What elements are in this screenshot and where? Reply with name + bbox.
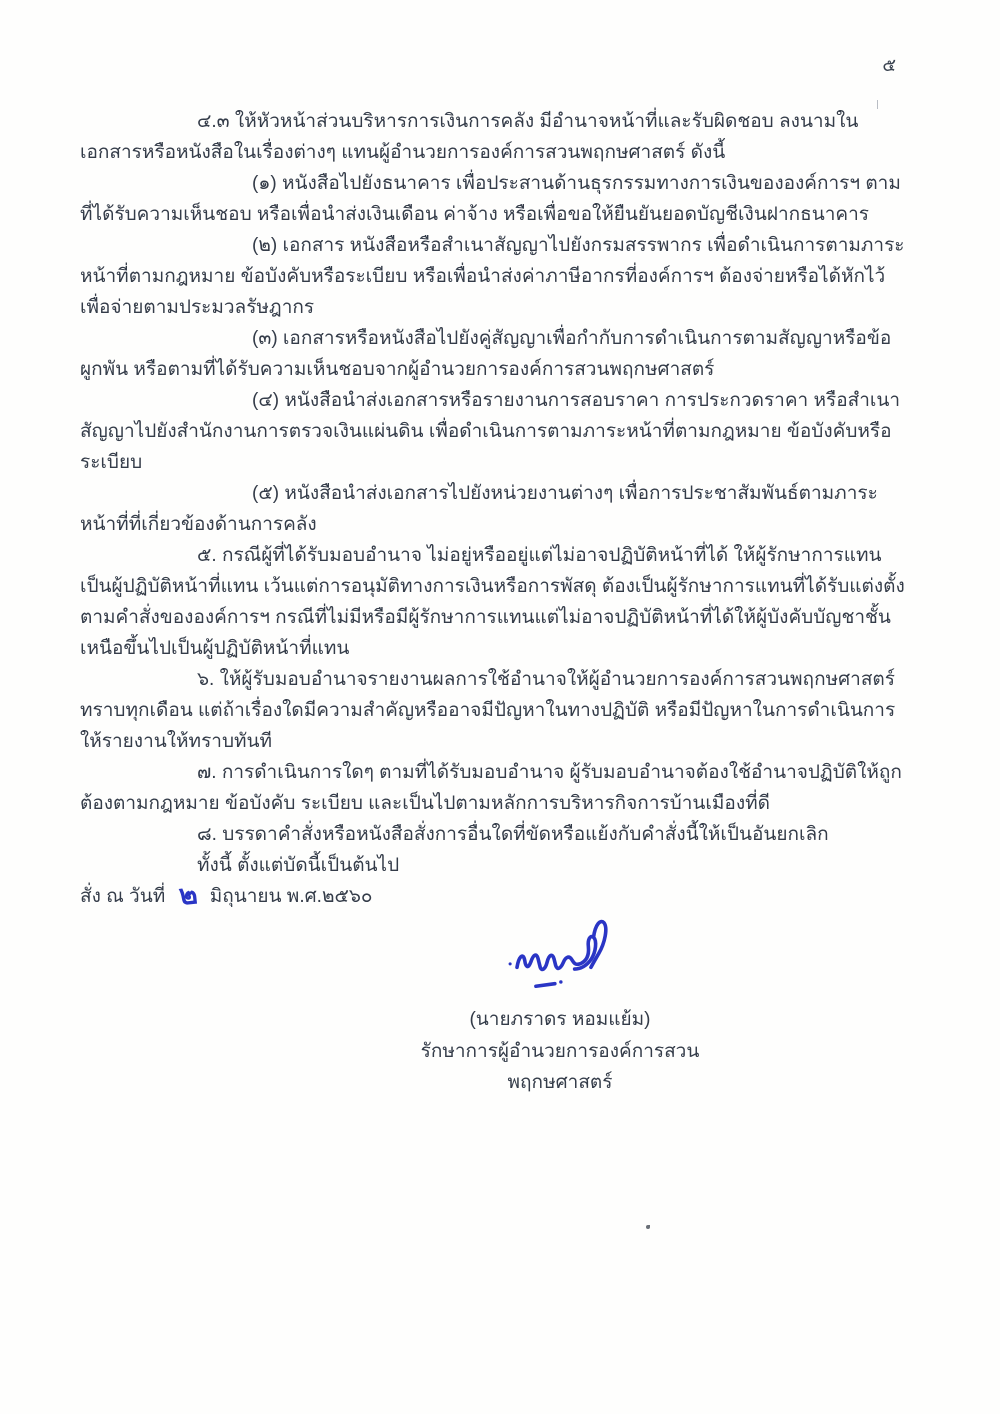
- paragraph-4-3: ๔.๓ ให้หัวหน้าส่วนบริหารการเงินการคลัง มีอำนาจหน้าที่และรับผิดชอบ ลงนามในเอกสารหรือหนังสือในเรื่องต่างๆ แทนผู้อำนวยการองค์การสวนพฤกษศาสตร์ ดังนี้: [80, 111, 859, 163]
- paragraph-5: ๕. กรณีผู้ที่ได้รับมอบอำนาจ ไม่อยู่หรืออยู่แต่ไม่อาจปฏิบัติหน้าที่ได้ ให้ผู้รักษาการแทนเป็นผู้ปฏิบัติหน้าที่แทน เว้นแต่การอนุมัติทางการเงินหรือการพัสดุ ต้องเป็นผู้รักษาการแทนที่ได้รับแต่งตั้งตามคำสั่งขององค์การฯ กรณีที่ไม่มีหรือมีผู้รักษาการแทนแต่ไม่อาจปฏิบัติหน้าที่ได้ให้ผู้บังคับบัญชาชั้นเหนือขึ้นไปเป็นผู้ปฏิบัติหน้าที่แทน: [80, 545, 905, 659]
- paragraph-item-2: (๒) เอกสาร หนังสือหรือสำเนาสัญญาไปยังกรมสรรพากร เพื่อดำเนินการตามภาระหน้าที่ตามกฎหมาย ข้อบังคับหรือระเบียบ หรือเพื่อนำส่งค่าภาษีอากรที่องค์การฯ ต้องจ่ายหรือได้หักไว้เพื่อจ่ายตามประมวลรัษฎากร: [80, 235, 905, 318]
- page-number: ๕: [882, 55, 896, 75]
- closing-effective-line: ทั้งนี้ ตั้งแต่บัดนี้เป็นต้นไป: [197, 855, 400, 876]
- order-date-suffix: มิถุนายน พ.ศ.๒๕๖๐: [209, 886, 373, 907]
- document-body: [80, 106, 908, 1098]
- handwritten-day-numeral: ๒: [177, 878, 200, 911]
- signatory-name: (นายภราดร หอมแย้ม): [469, 1009, 651, 1030]
- signatory-title: รักษาการผู้อำนวยการองค์การสวนพฤกษศาสตร์: [420, 1041, 700, 1093]
- paragraph-6: ๖. ให้ผู้รับมอบอำนาจรายงานผลการใช้อำนาจให้ผู้อำนวยการองค์การสวนพฤกษศาสตร์ทราบทุกเดือน แต่ถ้าเรื่องใดมีความสำคัญหรืออาจมีปัญหาในทางปฏิบัติ หรือมีปัญหาในการดำเนินการให้รายงานให้ทราบทันที: [80, 669, 896, 752]
- order-date-line: [80, 878, 908, 912]
- scan-speck: [646, 1225, 650, 1229]
- paragraph-item-3: (๓) เอกสารหรือหนังสือไปยังคู่สัญญาเพื่อกำกับการดำเนินการตามสัญญาหรือข้อผูกพัน หรือตามที่ได้รับความเห็นชอบจากผู้อำนวยการองค์การสวนพฤกษศาสตร์: [80, 328, 892, 380]
- signature-block: [378, 914, 742, 1098]
- paragraph-item-1: (๑) หนังสือไปยังธนาคาร เพื่อประสานด้านธุรกรรมทางการเงินขององค์การฯ ตามที่ได้รับความเห็นชอบ หรือเพื่อนำส่งเงินเดือน ค่าจ้าง หรือเพื่อขอให้ยืนยันยอดบัญชีเงินฝากธนาคาร: [80, 173, 901, 225]
- order-date-prefix: สั่ง ณ วันที่: [80, 886, 166, 907]
- paragraph-8: ๘. บรรดาคำสั่งหรือหนังสือสั่งการอื่นใดที่ขัดหรือแย้งกับคำสั่งนี้ให้เป็นอันยกเลิก: [197, 824, 829, 845]
- handwritten-signature-icon: [480, 914, 640, 1000]
- paragraph-item-4: (๔) หนังสือนำส่งเอกสารหรือรายงานการสอบราคา การประกวดราคา หรือสำเนาสัญญาไปยังสำนักงานการตรวจเงินแผ่นดิน เพื่อดำเนินการตามภาระหน้าที่ตามกฎหมาย ข้อบังคับหรือระเบียบ: [80, 390, 901, 473]
- paragraph-item-5: (๕) หนังสือนำส่งเอกสารไปยังหน่วยงานต่างๆ เพื่อการประชาสัมพันธ์ตามภาระหน้าที่ที่เกี่ยวข้องด้านการคลัง: [80, 483, 878, 535]
- paragraph-7: ๗. การดำเนินการใดๆ ตามที่ได้รับมอบอำนาจ ผู้รับมอบอำนาจต้องใช้อำนาจปฏิบัติให้ถูกต้องตามกฎหมาย ข้อบังคับ ระเบียบ และเป็นไปตามหลักการบริหารกิจการบ้านเมืองที่ดี: [80, 762, 902, 814]
